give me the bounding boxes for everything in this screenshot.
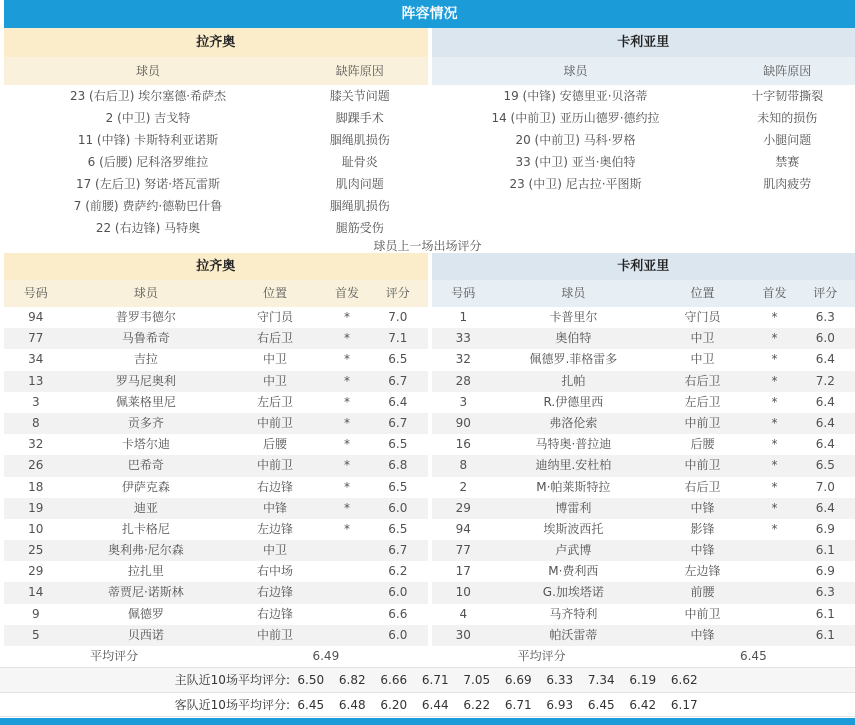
player-position: 中前卫	[257, 458, 294, 473]
missing-player-row	[432, 129, 855, 151]
starter-mark: *	[771, 458, 778, 473]
player-rating-row	[432, 582, 855, 603]
player-number: 17	[455, 564, 471, 579]
starter-mark	[753, 540, 795, 561]
player-rating-row	[432, 477, 855, 498]
player-name: 巴希奇	[127, 458, 164, 473]
player-rating-row	[432, 392, 855, 413]
player-rating: 6.4	[815, 500, 835, 515]
last10-rating-value: 6.71	[421, 673, 449, 687]
player-rating-row	[432, 434, 855, 455]
player-number: 94	[28, 310, 44, 324]
missing-reason: 腘绳肌损伤	[329, 133, 390, 147]
number-column-header: 号码	[451, 286, 476, 300]
player-name: 扎帕	[561, 373, 586, 388]
player-rating-row	[4, 540, 428, 561]
player-number: 90	[455, 415, 471, 430]
rating-column-header: 评分	[813, 286, 838, 300]
starter-mark: *	[771, 373, 778, 388]
missing-reason: 禁赛	[775, 155, 800, 169]
starter-mark	[326, 604, 368, 625]
starter-mark: *	[344, 479, 350, 494]
player-position: 中前卫	[684, 415, 721, 430]
ratings-section	[4, 253, 855, 667]
player-rating: 7.1	[388, 331, 408, 346]
player-rating-row	[4, 349, 428, 370]
missing-player-row	[432, 107, 855, 129]
player-number: 16	[455, 437, 471, 452]
player-rating: 6.1	[815, 543, 835, 558]
last10-rating-value: 6.66	[380, 673, 408, 687]
player-name: 迪亚	[133, 500, 158, 515]
missing-player-row	[4, 151, 428, 173]
missing-player-name: 19 (中锋) 安德里亚·贝洛蒂	[503, 89, 648, 103]
player-position: 右中场	[257, 564, 294, 579]
player-position: 守门员	[257, 310, 294, 324]
player-position: 中前卫	[257, 627, 294, 642]
player-number: 30	[455, 627, 471, 642]
player-rating: 6.5	[388, 352, 408, 367]
last10-rating-value: 6.17	[670, 698, 698, 712]
away-missing-panel	[432, 28, 855, 239]
player-rating: 6.9	[815, 564, 835, 579]
player-name: 拉扎里	[127, 564, 164, 579]
starter-mark: *	[771, 394, 778, 409]
player-position: 中前卫	[257, 415, 294, 430]
player-rating: 7.0	[815, 479, 835, 494]
last10-rating-value: 6.82	[338, 673, 366, 687]
missing-player-name: 23 (中卫) 尼古拉·平图斯	[509, 177, 642, 191]
player-name: 帕沃雷蒂	[549, 627, 598, 642]
player-name: 蒂贾尼·诺斯林	[107, 585, 184, 600]
average-label: 平均评分	[90, 649, 139, 663]
player-number: 8	[459, 458, 468, 473]
player-rating: 6.0	[815, 331, 835, 346]
player-position: 中卫	[263, 373, 288, 388]
player-rating-row	[4, 371, 428, 392]
player-rating-row	[432, 625, 855, 646]
away-team-title: 卡利亚里	[432, 253, 855, 280]
home-last10-values	[290, 668, 705, 692]
starter-mark	[753, 561, 795, 582]
missing-player-name: 33 (中卫) 亚当·奥伯特	[515, 155, 636, 169]
player-position: 中卫	[690, 352, 715, 367]
missing-reason: 肌肉疲劳	[763, 177, 812, 191]
player-number: 33	[455, 331, 471, 346]
player-rating: 6.7	[388, 415, 408, 430]
last10-rating-value: 6.62	[670, 673, 698, 687]
away-ratings-header	[432, 280, 855, 307]
away-rating-rows	[432, 307, 855, 646]
starter-mark	[326, 625, 368, 646]
position-column-header: 位置	[263, 286, 288, 300]
last10-rating-value: 6.33	[546, 673, 574, 687]
player-name: 卢武博	[555, 543, 592, 558]
last10-rating-value: 6.44	[421, 698, 449, 712]
player-column-header: 球员	[133, 286, 158, 300]
player-number: 25	[28, 543, 44, 558]
number-column-header: 号码	[23, 286, 48, 300]
away-last10-row	[0, 692, 855, 717]
starter-mark: *	[344, 521, 350, 536]
missing-reason: 耻骨炎	[341, 155, 378, 169]
player-name: 埃斯波西托	[543, 521, 604, 536]
player-rating-row	[4, 434, 428, 455]
player-rating: 6.4	[815, 437, 835, 452]
player-name: M·费利西	[548, 564, 599, 579]
player-rating: 6.7	[388, 373, 408, 388]
player-rating-row	[4, 498, 428, 519]
player-position: 左后卫	[684, 394, 721, 409]
player-position: 前腰	[690, 585, 715, 600]
player-number: 32	[455, 352, 471, 367]
missing-reason: 小腿问题	[763, 133, 812, 147]
starter-mark	[326, 561, 368, 582]
player-number: 4	[459, 606, 468, 621]
player-name: 佩莱格里尼	[115, 394, 176, 409]
player-number: 9	[31, 606, 40, 621]
away-team-title: 卡利亚里	[432, 28, 855, 57]
starter-mark: *	[771, 521, 778, 536]
player-rating: 6.4	[388, 394, 408, 409]
player-rating: 6.3	[815, 310, 835, 324]
player-name: 弗洛伦索	[549, 415, 598, 430]
player-rating-row	[432, 519, 855, 540]
player-number: 2	[459, 479, 468, 494]
away-last10-values	[290, 693, 705, 716]
player-name: 马鲁希奇	[121, 331, 170, 346]
player-number: 18	[28, 479, 44, 494]
missing-player-column-header: 球员	[135, 64, 160, 78]
last10-rating-value: 6.45	[587, 698, 615, 712]
player-rating-row	[4, 625, 428, 646]
player-name: 马齐特利	[549, 606, 598, 621]
player-number: 26	[28, 458, 44, 473]
starter-mark: *	[344, 352, 350, 367]
missing-reason: 未知的损伤	[757, 111, 818, 125]
missing-reason: 膝关节问题	[329, 89, 390, 103]
starter-mark: *	[344, 437, 350, 452]
player-rating-row	[4, 392, 428, 413]
starter-mark	[753, 625, 795, 646]
player-position: 右后卫	[257, 331, 294, 346]
away-last10-label: 客队近10场平均评分:	[174, 698, 290, 712]
player-rating-row	[432, 540, 855, 561]
home-team-title: 拉齐奥	[4, 253, 428, 280]
player-rating: 6.6	[388, 606, 408, 621]
player-rating-row	[4, 519, 428, 540]
player-position: 中锋	[690, 627, 715, 642]
player-name: 扎卡格尼	[121, 521, 170, 536]
ratings-caption: 球员上一场出场评分	[373, 239, 482, 253]
starter-mark: *	[344, 500, 350, 515]
home-team-title: 拉齐奥	[4, 28, 428, 57]
player-name: 贝西诺	[127, 627, 164, 642]
player-rating: 7.2	[815, 373, 835, 388]
player-name: 奥伯特	[555, 331, 592, 346]
missing-player-row	[4, 129, 428, 151]
missing-player-row	[4, 195, 428, 217]
player-name: 吉拉	[133, 352, 158, 367]
starter-mark: *	[771, 500, 778, 515]
player-name: 佩德罗.菲格雷多	[529, 352, 618, 367]
player-position: 中锋	[690, 543, 715, 558]
missing-player-name: 20 (中前卫) 马科·罗格	[515, 133, 636, 147]
player-position: 右后卫	[684, 479, 721, 494]
missing-reason-column-header: 缺阵原因	[763, 64, 812, 78]
missing-reason: 腘绳肌损伤	[329, 199, 390, 213]
player-number: 8	[31, 415, 40, 430]
starter-mark	[753, 582, 795, 603]
missing-player-name: 23 (右后卫) 埃尔塞德·希萨杰	[69, 89, 227, 103]
player-name: 卡普里尔	[549, 310, 598, 324]
player-rating-row	[432, 498, 855, 519]
player-position: 守门员	[684, 310, 721, 324]
player-number: 28	[455, 373, 471, 388]
player-rating: 6.3	[815, 585, 835, 600]
missing-player-row	[432, 85, 855, 107]
missing-players-section	[4, 28, 855, 239]
starter-mark: *	[344, 310, 350, 324]
player-number: 94	[455, 521, 471, 536]
player-position: 中前卫	[684, 458, 721, 473]
away-average-row	[432, 646, 855, 667]
player-number: 5	[31, 627, 40, 642]
player-name: 伊萨克森	[121, 479, 170, 494]
player-name: M·帕莱斯特拉	[536, 479, 611, 494]
player-name: 罗马尼奥利	[115, 373, 176, 388]
last10-rating-value: 7.05	[463, 673, 491, 687]
player-rating-row	[432, 413, 855, 434]
last10-rating-value: 6.42	[629, 698, 657, 712]
missing-reason: 十字韧带撕裂	[751, 89, 824, 103]
missing-reason: 腿筋受伤	[335, 221, 384, 235]
player-rating: 6.9	[815, 521, 835, 536]
player-number: 3	[459, 394, 468, 409]
starter-column-header: 首发	[762, 286, 787, 300]
player-rating: 6.1	[815, 627, 835, 642]
starter-mark: *	[771, 415, 778, 430]
player-number: 14	[28, 585, 44, 600]
page-title-label: 阵容情况	[401, 6, 458, 22]
player-number: 29	[28, 564, 44, 579]
missing-reason-column-header: 缺阵原因	[335, 64, 384, 78]
missing-player-name: 2 (中卫) 吉戈特	[105, 111, 191, 125]
missing-player-name: 6 (后腰) 尼科洛罗维拉	[87, 155, 209, 169]
player-position: 右边锋	[257, 585, 294, 600]
last10-rating-value: 6.50	[297, 673, 325, 687]
player-position: 右后卫	[684, 373, 721, 388]
player-number: 29	[455, 500, 471, 515]
player-number: 32	[28, 437, 44, 452]
missing-player-name: 14 (中前卫) 亚历山德罗·德约拉	[491, 111, 660, 125]
player-rating: 6.4	[815, 394, 835, 409]
player-rating: 6.4	[815, 352, 835, 367]
player-rating: 6.5	[388, 437, 408, 452]
player-number: 34	[28, 352, 44, 367]
player-position: 影锋	[690, 521, 715, 536]
player-name: 博雷利	[555, 500, 592, 515]
last10-rating-value: 6.20	[380, 698, 408, 712]
last10-rating-value: 6.69	[504, 673, 532, 687]
missing-reason: 肌肉问题	[335, 177, 384, 191]
average-value: 6.45	[739, 649, 767, 663]
player-rating: 6.4	[815, 415, 835, 430]
player-number: 77	[455, 543, 471, 558]
player-position: 中前卫	[684, 606, 721, 621]
player-number: 10	[28, 521, 44, 536]
home-last10-row	[0, 667, 855, 692]
player-rating-row	[4, 328, 428, 349]
player-number: 3	[31, 394, 40, 409]
missing-player-name: 11 (中锋) 卡斯特利亚诺斯	[77, 133, 219, 147]
player-position: 左后卫	[257, 394, 294, 409]
player-rating: 6.0	[388, 627, 408, 642]
player-position: 后腰	[263, 437, 288, 452]
player-position: 中锋	[690, 500, 715, 515]
player-rating: 6.5	[815, 458, 835, 473]
home-missing-rows	[4, 85, 428, 239]
player-rating-row	[4, 604, 428, 625]
player-name: R.伊德里西	[543, 394, 604, 409]
away-ratings-table	[432, 253, 855, 667]
home-last10-label: 主队近10场平均评分:	[174, 673, 290, 687]
starter-mark	[326, 582, 368, 603]
away-missing-header	[432, 57, 855, 85]
home-missing-panel	[4, 28, 428, 239]
player-rating: 6.2	[388, 564, 408, 579]
player-name: 普罗韦德尔	[115, 310, 176, 324]
player-number: 1	[459, 310, 468, 324]
last10-rating-value: 7.34	[587, 673, 615, 687]
player-position: 中卫	[263, 543, 288, 558]
player-name: 奥利弗·尼尔森	[107, 543, 184, 558]
player-rating-row	[432, 371, 855, 392]
starter-mark: *	[771, 437, 778, 452]
missing-player-row	[4, 217, 428, 239]
player-rating: 6.5	[388, 521, 408, 536]
missing-player-column-header: 球员	[563, 64, 588, 78]
player-number: 19	[28, 500, 44, 515]
player-number: 13	[28, 373, 44, 388]
starter-mark: *	[344, 458, 350, 473]
player-rating: 6.7	[388, 543, 408, 558]
missing-player-row	[432, 151, 855, 173]
player-position: 右边锋	[257, 479, 294, 494]
away-missing-rows	[432, 85, 855, 195]
starter-mark: *	[771, 479, 778, 494]
starter-mark: *	[344, 415, 350, 430]
player-rating: 6.1	[815, 606, 835, 621]
player-position: 中卫	[690, 331, 715, 346]
player-name: 迪纳里.安杜柏	[535, 458, 612, 473]
position-column-header: 位置	[690, 286, 715, 300]
player-rating-row	[4, 582, 428, 603]
home-ratings-header	[4, 280, 428, 307]
starter-mark: *	[344, 331, 350, 346]
home-average-row	[4, 646, 428, 667]
last10-rating-value: 6.45	[297, 698, 325, 712]
starter-mark: *	[344, 394, 350, 409]
player-position: 右边锋	[257, 606, 294, 621]
player-rating-row	[432, 349, 855, 370]
player-rating: 6.5	[388, 479, 408, 494]
player-position: 后腰	[690, 437, 715, 452]
home-ratings-table	[4, 253, 428, 667]
player-number: 77	[28, 331, 44, 346]
footer-bar	[0, 718, 855, 725]
player-name: 贡多齐	[127, 415, 164, 430]
player-rating: 6.8	[388, 458, 408, 473]
player-rating: 7.0	[388, 310, 408, 324]
player-rating-row	[432, 561, 855, 582]
missing-player-row	[4, 173, 428, 195]
missing-player-row	[4, 107, 428, 129]
missing-player-name: 17 (左后卫) 努诺·塔瓦雷斯	[75, 177, 221, 191]
starter-mark	[753, 604, 795, 625]
player-rating-row	[432, 604, 855, 625]
player-rating-row	[4, 561, 428, 582]
missing-player-name: 7 (前腰) 费萨约·德勒巴什鲁	[73, 199, 223, 213]
average-label: 平均评分	[517, 649, 566, 663]
home-missing-header	[4, 57, 428, 85]
starter-column-header: 首发	[334, 286, 359, 300]
last10-rating-value: 6.71	[504, 698, 532, 712]
player-position: 中卫	[263, 352, 288, 367]
player-rating-row	[432, 307, 855, 328]
player-position: 左边锋	[684, 564, 721, 579]
player-position: 中锋	[263, 500, 288, 515]
last10-rating-value: 6.48	[338, 698, 366, 712]
average-value: 6.49	[312, 649, 340, 663]
starter-mark: *	[771, 352, 778, 367]
player-name: 马特奥·普拉迪	[535, 437, 612, 452]
player-rating-row	[4, 413, 428, 434]
rating-column-header: 评分	[385, 286, 410, 300]
player-rating-row	[4, 455, 428, 476]
missing-player-name: 22 (右边锋) 马特奥	[95, 221, 201, 235]
player-rating: 6.0	[388, 500, 408, 515]
player-rating-row	[432, 455, 855, 476]
page-title	[4, 0, 855, 28]
home-rating-rows	[4, 307, 428, 646]
missing-player-row	[432, 173, 855, 195]
player-rating-row	[4, 307, 428, 328]
player-rating-row	[432, 328, 855, 349]
player-rating: 6.0	[388, 585, 408, 600]
starter-mark: *	[344, 373, 350, 388]
starter-mark: *	[771, 310, 778, 324]
player-rating-row	[4, 477, 428, 498]
player-column-header: 球员	[561, 286, 586, 300]
player-name: 卡塔尔迪	[121, 437, 170, 452]
last10-rating-value: 6.22	[463, 698, 491, 712]
player-name: 佩德罗	[127, 606, 164, 621]
missing-player-row	[4, 85, 428, 107]
player-position: 左边锋	[257, 521, 294, 536]
player-name: G.加埃塔诺	[542, 585, 604, 600]
missing-reason: 脚踝手术	[335, 111, 384, 125]
player-number: 10	[455, 585, 471, 600]
starter-mark: *	[771, 331, 778, 346]
last10-rating-value: 6.93	[546, 698, 574, 712]
starter-mark	[326, 540, 368, 561]
last10-rating-value: 6.19	[629, 673, 657, 687]
